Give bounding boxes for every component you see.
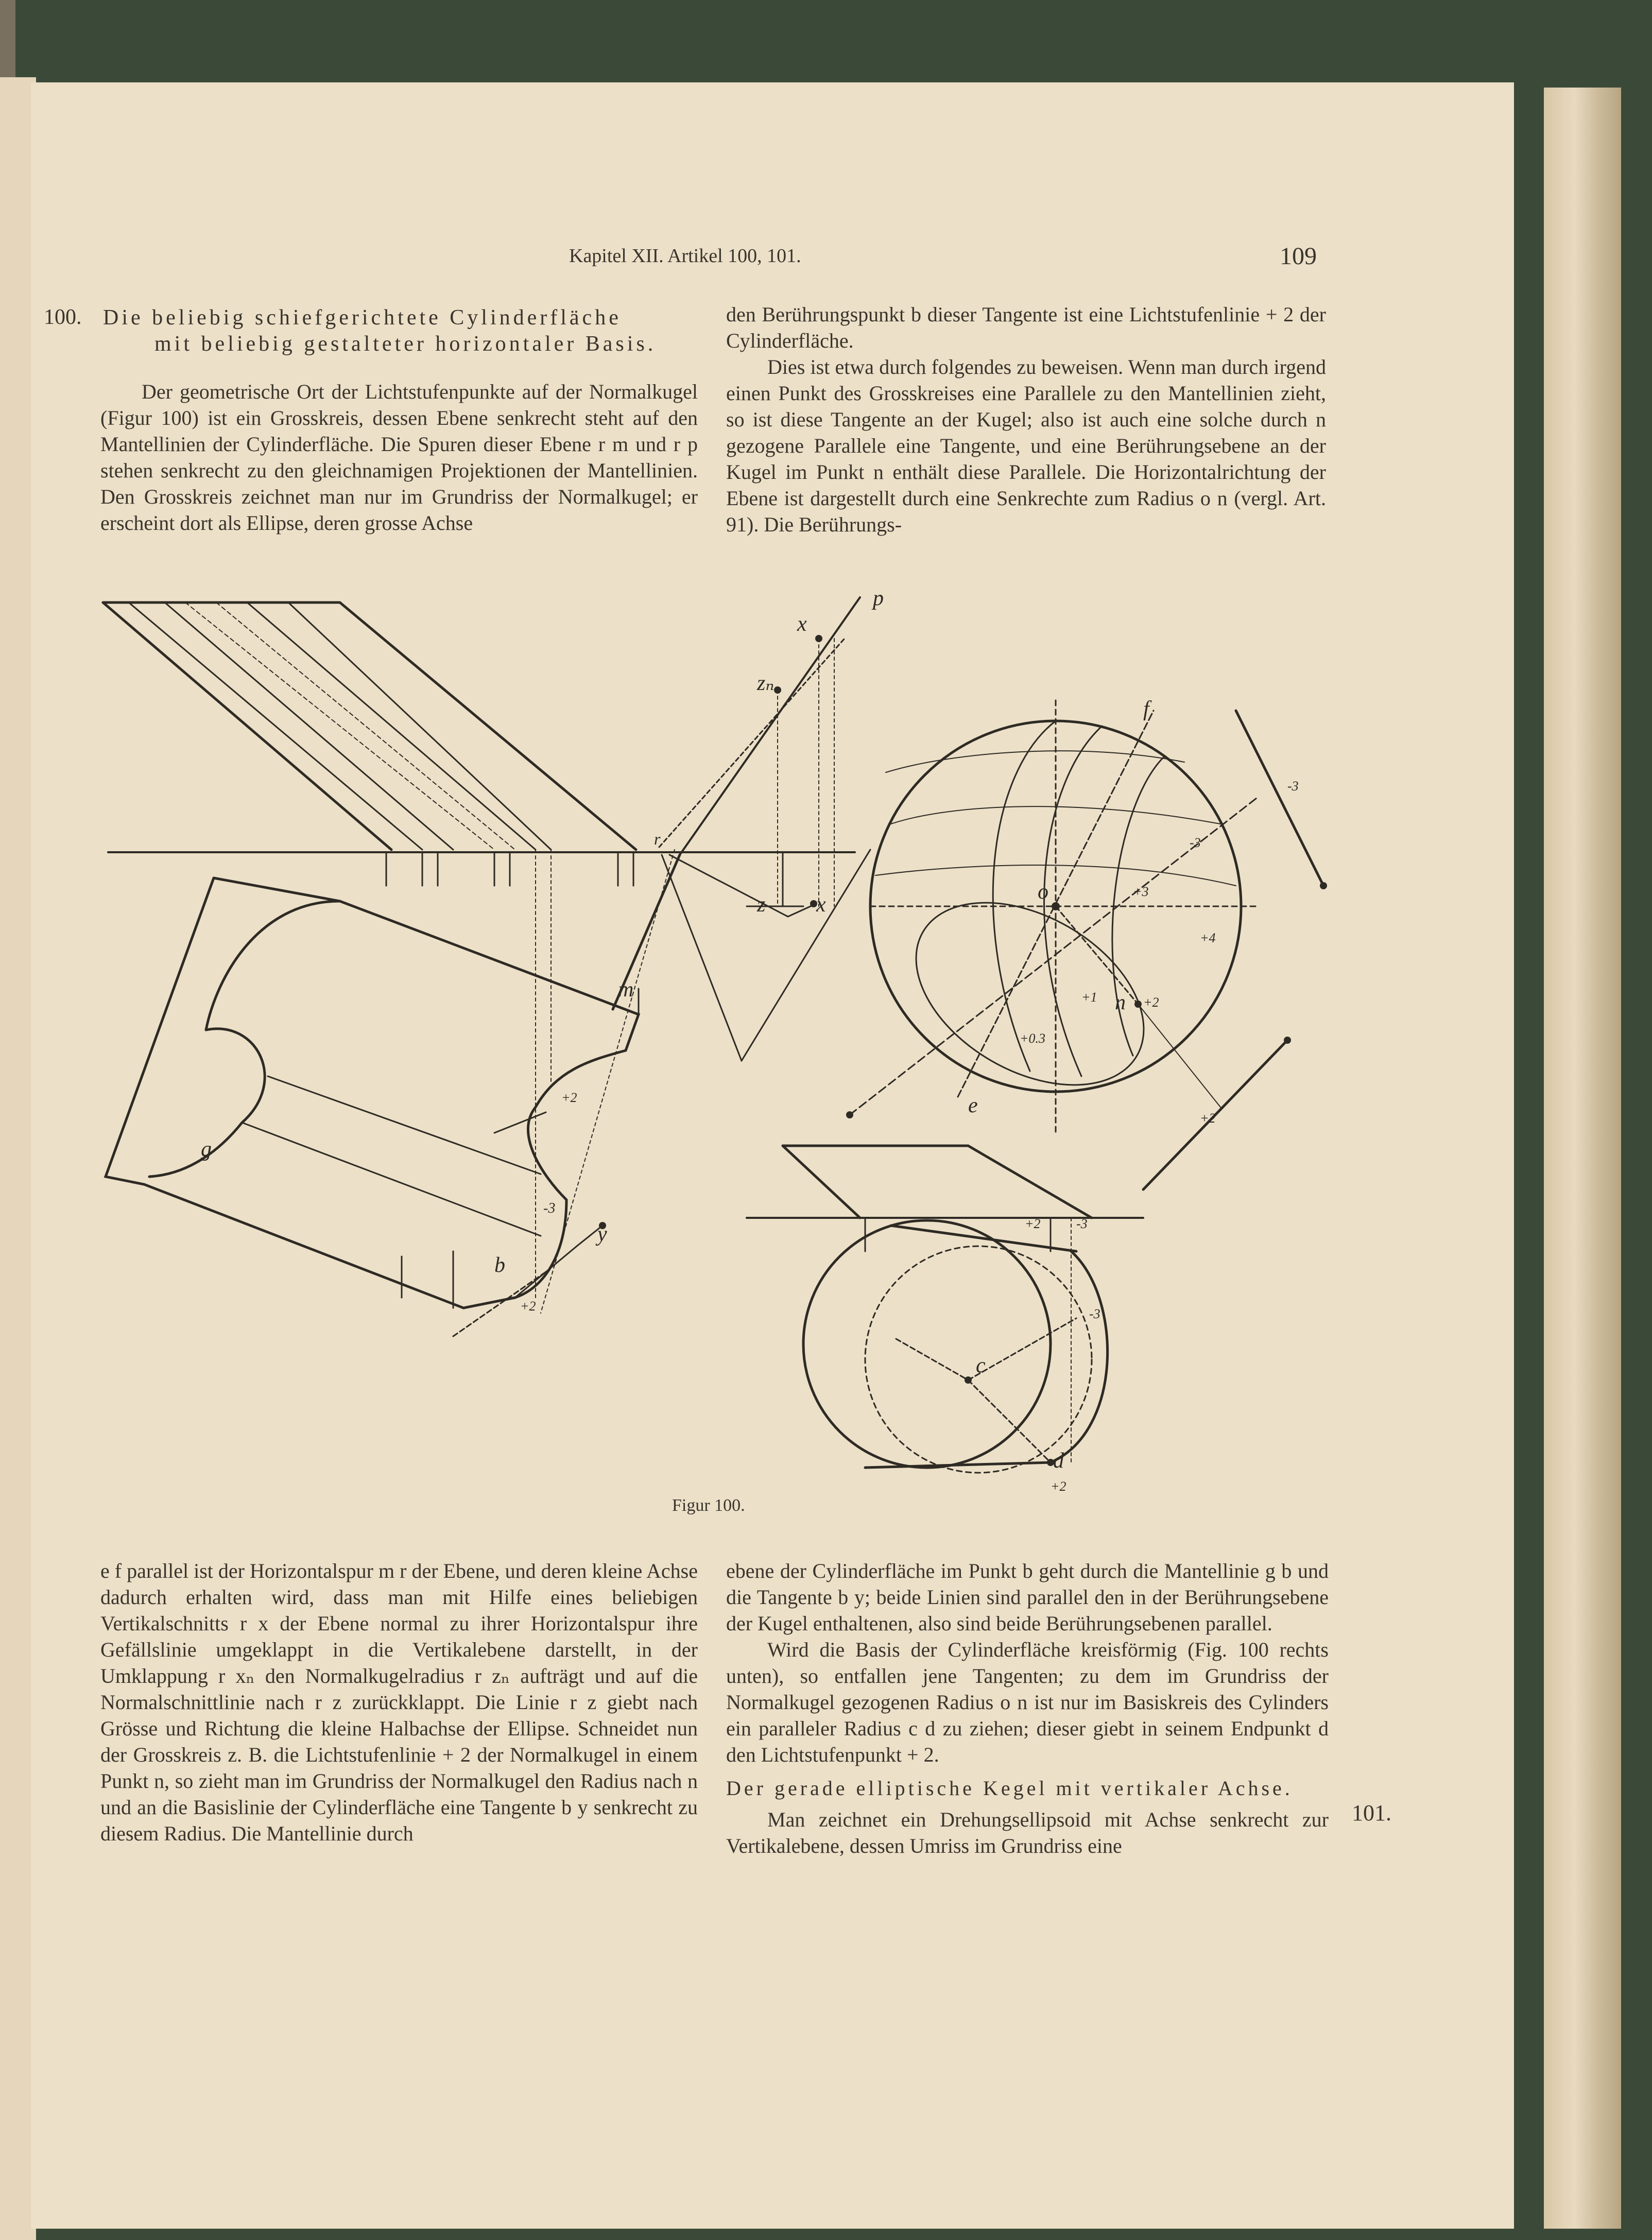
label-e: e <box>968 1094 978 1117</box>
paragraph: den Berührungspunkt b dieser Tangente ist eine Lichtstufenlinie + 2 der Cylinderfläche. <box>726 303 1326 352</box>
label-plus2-f: +2 <box>1051 1479 1066 1494</box>
right-bottom-column <box>726 1558 1329 1859</box>
label-b: b <box>494 1253 505 1277</box>
label-o: o <box>1038 880 1048 904</box>
section-heading-101: Der gerade elliptische Kegel mit vertikaler Achse. <box>726 1777 1293 1800</box>
label-y: y <box>597 1222 607 1246</box>
label-minus3-a: -3 <box>543 1200 556 1216</box>
label-plus2-a: +2 <box>561 1090 577 1105</box>
page-number: 109 <box>1280 243 1317 270</box>
label-minus3-d: -3 <box>1076 1216 1088 1231</box>
label-plus3: +3 <box>1133 884 1149 899</box>
section-number-100: 100. <box>44 305 82 329</box>
label-z-top: zₙ <box>757 671 775 695</box>
label-m: m <box>618 978 634 1002</box>
label-plus2-b: +2 <box>520 1299 536 1314</box>
label-plus1: +1 <box>1081 990 1097 1005</box>
section-number-101: 101. <box>1352 1800 1391 1825</box>
label-plus2-e: +2 <box>1025 1216 1041 1231</box>
label-plus03: +0.3 <box>1020 1031 1046 1046</box>
label-c: c <box>976 1354 986 1377</box>
paragraph: Dies ist etwa durch folgendes zu beweisen. Wenn man durch irgend einen Punkt des Grosskreises eine Parallele zu den Mantellinien zieht, so ist diese Tangente an der Kugel; also ist auch eine solche durch n gezogene Parallele eine Tangente, und eine Berührungsebene an der Kugel im Punkt n enthält diese Parallele. Die Horizontalrichtung der Ebene ist dargestellt durch eine Senkrechte zum Radius o n (vergl. Art. 91). Die Berührungs- <box>726 355 1326 536</box>
paragraph: Man zeichnet ein Drehungsellipsoid mit Achse senkrecht zur Vertikalebene, dessen Umriss im Grundriss eine <box>726 1808 1329 1857</box>
label-d: d <box>1053 1449 1064 1473</box>
label-z-low: z <box>757 893 766 917</box>
paragraph: e f parallel ist der Horizontalspur m r der Ebene, und deren kleine Achse dadurch erhalten wird, dass man mit Hilfe eines beliebigen Vertikalschnitts r x der Ebene normal zu ihrer Horizontalspur ihre Gefällslinie umgeklappt in die Vertikalebene darstellt, in der Umklappung r xₙ den Normalkugelradius r zₙ aufträgt und auf die Normalschnittlinie nach r z zurückklappt. Die Linie r z giebt nach Grösse und Richtung die kleine Halbachse der Ellipse. Schneidet nun der Grosskreis z. B. die Lichtstufenlinie + 2 der Normalkugel in einem Punkt n, so zieht man im Grundriss der Normalkugel den Radius nach n und an die Basislinie der Cylinderfläche eine Tangente b y senkrecht zu diesem Radius. Die Mantellinie durch <box>100 1559 698 1845</box>
running-title: Kapitel XII. Artikel 100, 101. <box>569 245 801 267</box>
label-f: f <box>1143 697 1149 721</box>
label-g: g <box>201 1138 212 1161</box>
paragraph: ebene der Cylinderfläche im Punkt b geht durch die Mantellinie g b und die Tangente b y; beide Linien sind parallel den in der Berührungsebene der Kugel enthaltenen, also sind beide Berührungsebenen parallel. <box>726 1559 1329 1635</box>
label-x-low: x <box>816 893 826 917</box>
section-heading-line2: mit beliebig gestalteter horizontaler Basis. <box>154 332 657 356</box>
label-x-top: x <box>797 612 807 636</box>
label-plus4: +4 <box>1200 931 1216 945</box>
label-minus3-e: -3 <box>1089 1306 1100 1321</box>
label-n: n <box>1115 991 1126 1014</box>
label-p: p <box>873 587 884 610</box>
figure-caption: Figur 100. <box>672 1496 745 1515</box>
label-minus3-c: -3 <box>1190 835 1201 850</box>
label-plus2-d: +2 <box>1200 1111 1216 1126</box>
paragraph: Wird die Basis der Cylinderfläche kreisförmig (Fig. 100 rechts unten), so entfallen jene Tangenten; zu dem im Grundriss der Normalkugel gezogenen Radius o n ist nur im Basiskreis des Cylinders ein paralleler Radius c d zu ziehen; dieser giebt in seinem Endpunkt d den Lichtstufenpunkt + 2. <box>726 1638 1329 1766</box>
left-bottom-paragraph <box>100 1558 698 1847</box>
label-plus2-c: +2 <box>1143 995 1159 1010</box>
section-heading-line1: Die beliebig schiefgerichtete Cylinderfläche <box>103 306 622 330</box>
label-r: r <box>654 830 661 848</box>
paragraph: Der geometrische Ort der Lichtstufenpunkte auf der Normalkugel (Figur 100) ist ein Grosskreis, dessen Ebene senkrecht steht auf den Mantellinien der Cylinderfläche. Die Spuren dieser Ebene r m und r p stehen senkrecht zu den gleichnamigen Projektionen der Mantellinien. Den Grosskreis zeichnet man nur im Grundriss der Normalkugel; er erscheint dort als Ellipse, deren grosse Achse <box>100 380 698 535</box>
label-minus3-b: -3 <box>1287 779 1299 794</box>
